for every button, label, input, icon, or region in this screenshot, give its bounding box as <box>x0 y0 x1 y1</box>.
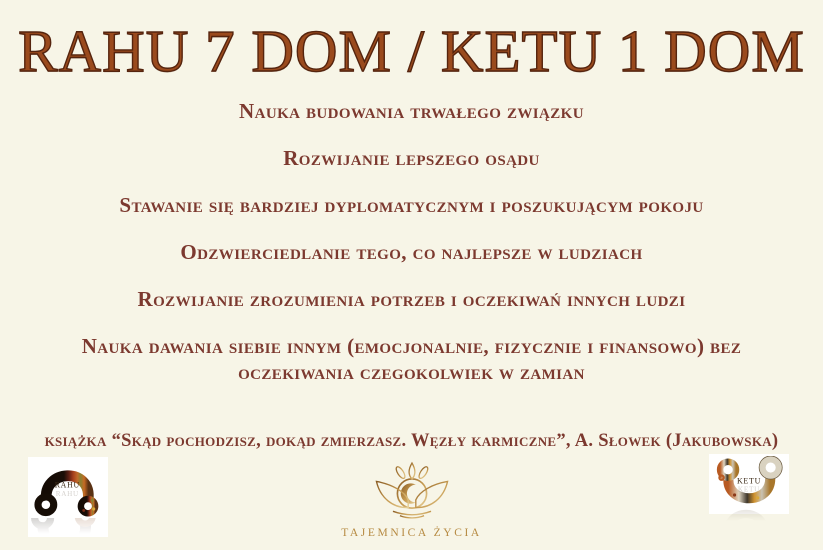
lotus-moon-icon <box>362 458 462 524</box>
list-item: Nauka budowania trwałego związku <box>239 99 584 124</box>
book-reference: książka “Skąd pochodzisz, dokąd zmierzasz. Węzły karmiczne”, A. Słowek (Jakubowska) <box>44 431 779 451</box>
list-item: Stawanie się bardziej dyplomatycznym i poszukującym pokoju <box>119 193 704 218</box>
ketu-logo <box>709 454 789 514</box>
rahu-reflection <box>28 518 102 544</box>
points-list <box>0 98 823 385</box>
page-title: RAHU 7 DOM / KETU 1 DOM <box>18 18 805 84</box>
list-item: Nauka dawania siebie innym (emocjonalnie, fizycznie i finansowo) bez oczekiwania czegokolwiek w zamian <box>81 334 742 385</box>
ketu-logo-label-reflection: KETU <box>737 485 761 494</box>
rahu-logo-label-reflection: RAHU <box>55 490 79 499</box>
list-item: Rozwijanie lepszego osądu <box>283 146 540 171</box>
ketu-logo-label: KETU <box>736 476 762 486</box>
ketu-reflection <box>709 507 783 531</box>
rahu-logo-label: RAHU <box>54 480 80 490</box>
brand-name: TAJEMNICA ŻYCIA <box>341 527 482 539</box>
rahu-logo <box>28 457 108 537</box>
ketu-node-icon <box>712 456 786 508</box>
list-item: Odzwierciedlanie tego, co najlepsze w ludziach <box>180 240 643 265</box>
rahu-node-icon <box>31 459 105 519</box>
brand-logo <box>337 458 487 539</box>
list-item: Rozwijanie zrozumienia potrzeb i oczekiwań innych ludzi <box>137 287 686 312</box>
